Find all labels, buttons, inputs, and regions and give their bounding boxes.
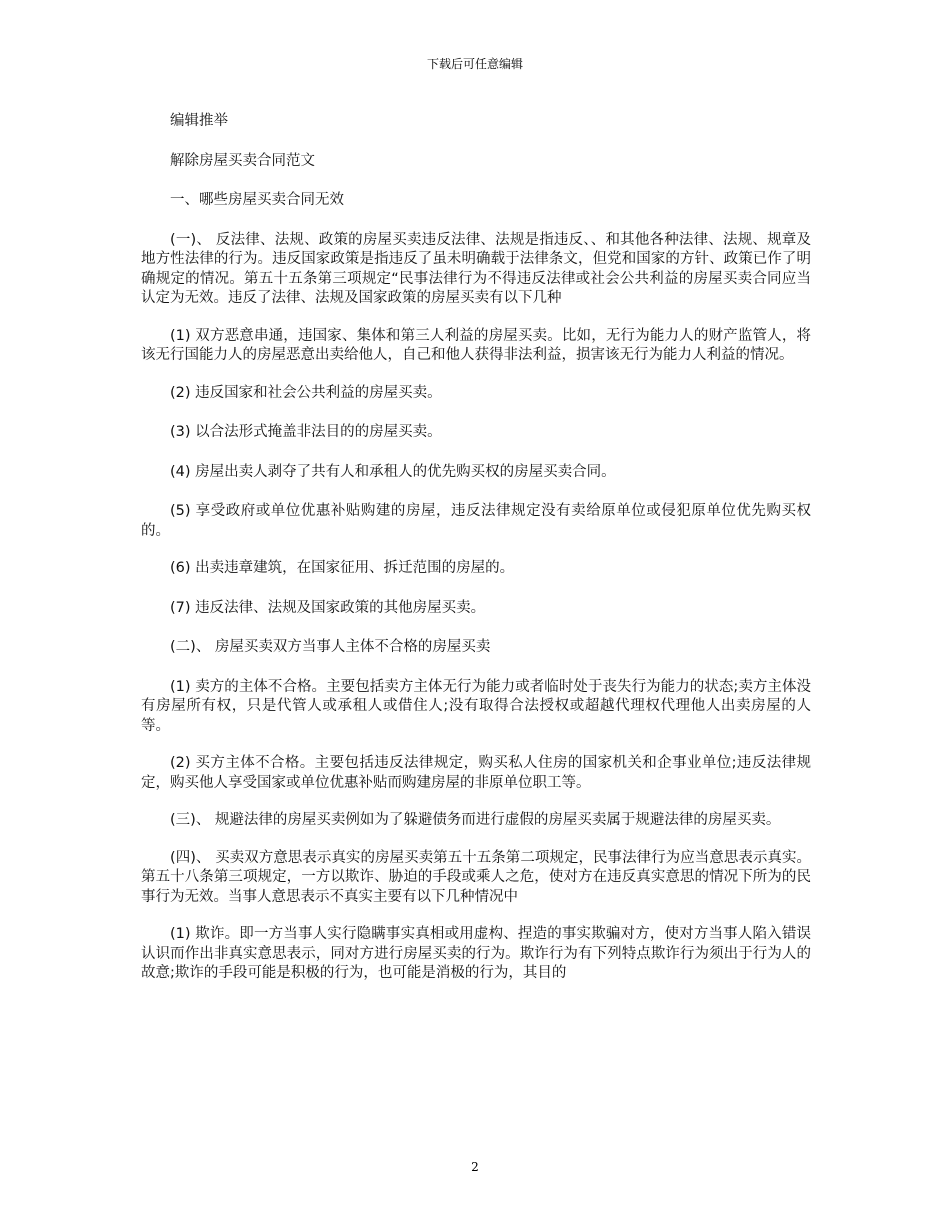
- paragraph-item-1-5: (5) 享受政府或单位优惠补贴购建的房屋，违反法律规定没有卖给原单位或侵犯原单位优先购买权的。: [141, 503, 811, 539]
- paragraph-item-1-2: (2) 违反国家和社会公共利益的房屋买卖。: [170, 384, 442, 401]
- paragraph-recommend: 编辑推举: [170, 113, 228, 129]
- section-heading-invalid-contracts: 一、哪些房屋买卖合同无效: [170, 192, 344, 208]
- paragraph-section-3: (三)、 规避法律的房屋买卖例如为了躲避债务而进行虚假的房屋买卖属于规避法律的房屋买卖。: [170, 812, 781, 828]
- paragraph-item-1-1: (1) 双方恶意串通，违国家、集体和第三人利益的房屋买卖。比如，无行为能力人的财产监管人，将该无行国能力人的房屋恶意出卖给他人，自己和他人获得非法利益，损害该无行为能力人利益的情况。: [141, 327, 811, 363]
- page-header: 下载后可任意编辑: [426, 57, 523, 71]
- paragraph-item-2-1: (1) 卖方的主体不合格。主要包括卖方主体无行为能力或者临时处于丧失行为能力的状态;卖方主体没有房屋所有权，只是代管人或承租人或借住人;没有取得合法授权或超越代理权代理他人出卖房屋的人等。: [141, 678, 811, 734]
- paragraph-item-2-2: (2) 买方主体不合格。主要包括违反法律规定，购买私人住房的国家机关和企事业单位;违反法律规定，购买他人享受国家或单位优惠补贴而购建房屋的非原单位职工等。: [141, 755, 811, 791]
- paragraph-section-4: (四)、 买卖双方意思表示真实的房屋买卖第五十五条第二项规定，民事法律行为应当意思表示真实。第五十八条第三项规定，一方以欺诈、胁迫的手段或乘人之危，使对方在违反真实意思的情况下所为的民事行为无效。当事人意思表示不真实主要有以下几种情况中: [141, 849, 811, 905]
- paragraph-item-1-6: (6) 出卖违章建筑，在国家征用、拆迁范围的房屋的。: [170, 560, 515, 576]
- paragraph-item-1-4: (4) 房屋出卖人剥夺了共有人和承租人的优先购买权的房屋买卖合同。: [170, 463, 616, 480]
- paragraph-item-1-3: (3) 以合法形式掩盖非法目的的房屋买卖。: [170, 424, 442, 440]
- paragraph-title: 解除房屋买卖合同范文: [170, 152, 315, 169]
- paragraph-item-1-7: (7) 违反法律、法规及国家政策的其他房屋买卖。: [170, 599, 486, 616]
- paragraph-item-4-1: (1) 欺诈。即一方当事人实行隐瞒事实真相或用虚构、捏造的事实欺骗对方，使对方当事人陷入错误认识而作出非真实意思表示，同对方进行房屋买卖的行为。欺诈行为有下列特点欺诈行为须出于行为人的故意;欺诈的手段可能是积极的行为，也可能是消极的行为，其目的: [141, 926, 811, 981]
- page-number: 2: [471, 1160, 479, 1174]
- document-body: [141, 112, 811, 1002]
- paragraph-section-2: (二)、 房屋买卖双方当事人主体不合格的房屋买卖: [170, 639, 491, 655]
- paragraph-section-1: (一)、 反法律、法规、政策的房屋买卖违反法律、法规是指违反、、和其他各种法律、法规、规章及地方性法律的行为。违反国家政策是指违反了虽未明确载于法律条文，但党和国家的方针、政策已作了明确规定的情况。第五十五条第三项规定“民事法律行为不得违反法律或社会公共利益的房屋买卖合同应当认定为无效。违反了法律、法规及国家政策的房屋买卖有以下几种: [141, 231, 811, 306]
